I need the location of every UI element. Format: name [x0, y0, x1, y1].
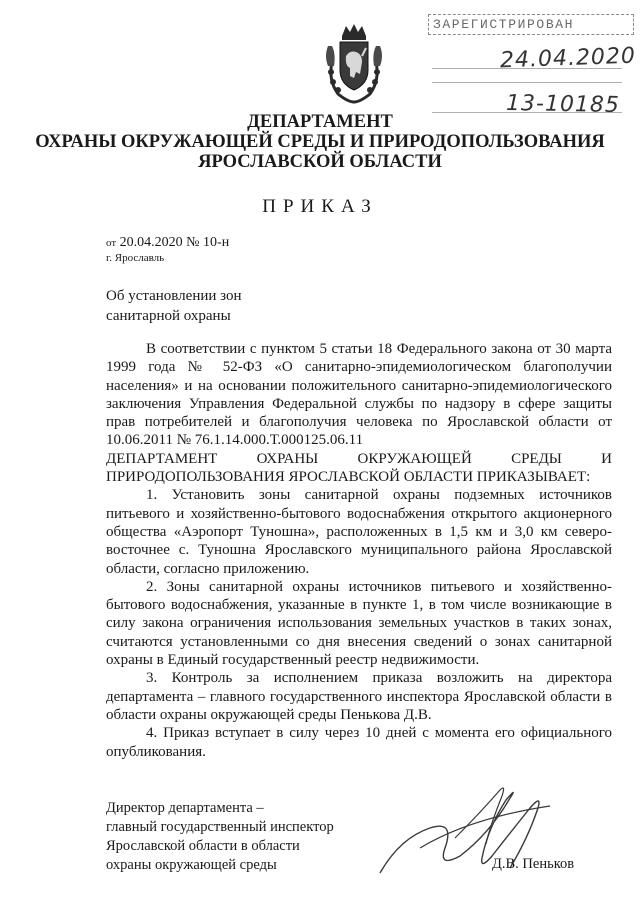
resolution-line-2: ПРИРОДОПОЛЬЗОВАНИЯ ЯРОСЛАВСКОЙ ОБЛАСТИ ПРИКАЗЫВАЕТ:	[106, 469, 591, 486]
order-body	[106, 340, 612, 761]
subject-line-2: санитарной охраны	[106, 308, 231, 324]
number-label: №	[186, 235, 200, 250]
order-date: 20.04.2020	[119, 235, 183, 250]
order-date-line	[106, 235, 229, 251]
order-subject	[106, 286, 242, 326]
from-label: от	[106, 237, 117, 249]
stamp-number: 13-10185	[505, 91, 621, 118]
order-city: г. Ярославль	[106, 252, 165, 264]
order-number: 10-н	[203, 235, 230, 250]
signatory-line-1: Директор департамента –	[106, 800, 264, 816]
signatory-line-3: Ярославской области в области	[106, 838, 300, 854]
department-line-2: ОХРАНЫ ОКРУЖАЮЩЕЙ СРЕДЫ И ПРИРОДОПОЛЬЗОВАНИЯ	[35, 132, 605, 152]
resolution-line-1: ДЕПАРТАМЕНТ ОХРАНЫ ОКРУЖАЮЩЕЙ СРЕДЫ И	[106, 450, 612, 467]
signatory-line-4: охраны окружающей среды	[106, 857, 277, 873]
signatory-line-2: главный государственный инспектор	[106, 819, 334, 835]
department-line-1: ДЕПАРТАМЕНТ	[247, 112, 393, 132]
stamp-date: 24.04.2020	[499, 43, 637, 74]
item-4-paragraph: 4. Приказ вступает в силу через 10 дней с момента его официального опубликования.	[106, 725, 612, 760]
registration-stamp	[422, 6, 637, 118]
stamp-title: ЗАРЕГИСТРИРОВАН	[428, 14, 634, 35]
subject-line-1: Об установлении зон	[106, 288, 242, 304]
item-3-paragraph: 3. Контроль за исполнением приказа возложить на директора департамента – главного государственного инспектора Ярославской области в области охраны окружающей среды Пенькова Д.В.	[106, 670, 612, 723]
signer-name: Д.В. Пеньков	[492, 856, 575, 872]
document-type-title: ПРИКАЗ	[262, 196, 378, 217]
item-2-paragraph: 2. Зоны санитарной охраны источников питьевого и хозяйственно-бытового водоснабжения, указанные в пункте 1, в том числе возникающие в силу закона ограничения использования земельных участков в таких зонах, считаются установленными со дня внесения сведений о зонах санитарной охраны в Единый государственный реестр недвижимости.	[106, 578, 612, 669]
item-1-paragraph: 1. Установить зоны санитарной охраны подземных источников питьевого и хозяйственно-бытового водоснабжения открытого акционерного общества «Аэропорт Туношна», расположенных в 1,5 км и 3,0 км северо-восточнее с. Туношна Ярославского муниципального района Ярославской области, согласно приложению.	[106, 487, 612, 577]
department-header	[0, 112, 640, 172]
signatory-title	[106, 799, 334, 875]
coat-of-arms-icon	[318, 22, 390, 106]
preamble-paragraph: В соответствии с пунктом 5 статьи 18 Федерального закона от 30 марта 1999 года № 52-ФЗ «О санитарно-эпидемиологическом благополучии населения» и на основании положительного санитарно-эпидемиологического заключения Управления Федеральной службы по надзору в сфере защиты прав потребителей и благополучия человека по Ярославской области от 10.06.2011 № 76.1.14.000.Т.000125.06.11	[106, 341, 612, 449]
department-line-3: ЯРОСЛАВСКОЙ ОБЛАСТИ	[198, 152, 442, 172]
